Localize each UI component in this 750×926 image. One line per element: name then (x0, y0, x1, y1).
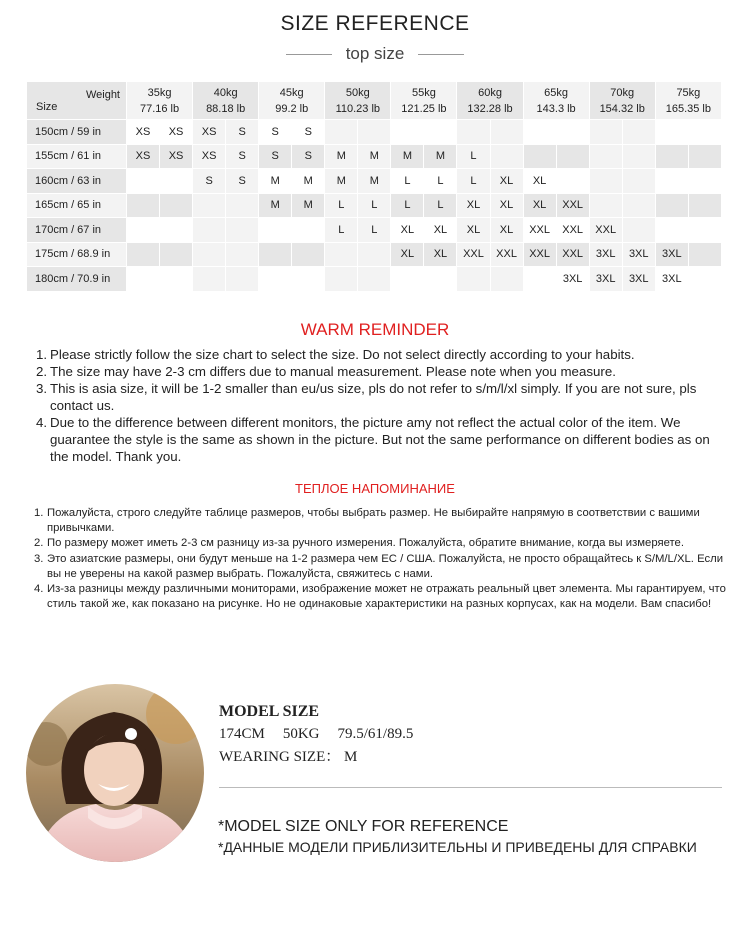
size-cell: M (424, 144, 457, 169)
size-cell: M (358, 169, 391, 194)
size-cell (325, 120, 358, 145)
size-cell: XL (523, 169, 556, 194)
size-cell (490, 267, 523, 292)
weight-kg: 55kg (411, 86, 436, 99)
size-cell: S (292, 144, 325, 169)
size-cell (688, 242, 721, 267)
size-cell: XL (424, 218, 457, 243)
size-cell: L (358, 218, 391, 243)
size-cell (226, 218, 259, 243)
size-cell (292, 267, 325, 292)
item-number: 4. (36, 415, 48, 430)
weight-header (325, 82, 391, 120)
list-item (36, 380, 726, 414)
size-cell (127, 218, 160, 243)
weight-lb: 77.16 lb (139, 102, 180, 115)
size-cell (325, 267, 358, 292)
size-cell: L (325, 218, 358, 243)
size-cell: XL (391, 242, 424, 267)
weight-header (259, 82, 325, 120)
size-cell (358, 267, 391, 292)
weight-kg: 65kg (544, 86, 569, 99)
item-number: 1. (36, 347, 48, 362)
size-cell (127, 267, 160, 292)
size-cell (259, 267, 292, 292)
size-cell (523, 267, 556, 292)
size-cell: XL (424, 242, 457, 267)
weight-kg: 40kg (213, 86, 238, 99)
model-wearing-size: WEARING SIZE： M (219, 749, 358, 765)
weight-lb: 154.32 lb (599, 102, 645, 115)
table-row (27, 120, 722, 145)
size-cell (391, 120, 424, 145)
weight-header (193, 82, 259, 120)
size-cell: S (226, 144, 259, 169)
size-cell: XS (193, 144, 226, 169)
size-cell: M (259, 169, 292, 194)
model-note-ru: *ДАННЫЕ МОДЕЛИ ПРИБЛИЗИТЕЛЬНЫ И ПРИВЕДЕНЫ ДЛЯ СПРАВКИ (218, 839, 697, 855)
weight-header (127, 82, 193, 120)
size-cell: M (292, 169, 325, 194)
item-number: 1. (34, 507, 44, 519)
item-number: 3. (36, 381, 48, 396)
height-label: 175cm / 68.9 in (27, 242, 127, 267)
weight-kg: 35kg (147, 86, 172, 99)
height-label: 160cm / 63 in (27, 169, 127, 194)
warm-reminder-title: WARM REMINDER (300, 320, 450, 339)
size-cell (688, 267, 721, 292)
size-cell: 3XL (589, 242, 622, 267)
size-cell (457, 267, 490, 292)
size-cell: XXL (556, 193, 589, 218)
size-cell: XXL (490, 242, 523, 267)
item-text: Please strictly follow the size chart to select the size. Do not select directly according to your habits. (50, 347, 635, 362)
size-cell (325, 242, 358, 267)
size-cell: XL (523, 193, 556, 218)
model-weight: 50KG (282, 726, 320, 742)
weight-lb: 99.2 lb (275, 102, 309, 115)
item-text: Пожалуйста, строго следуйте таблице размеров, чтобы выбрать размер. Не выбирайте напрямую в соответствии с вашими привычками. (47, 507, 700, 535)
size-cell (259, 242, 292, 267)
weight-header (391, 82, 457, 120)
model-divider (219, 787, 722, 788)
list-item (36, 414, 726, 465)
weight-lb: 165.35 lb (665, 102, 711, 115)
table-row (27, 144, 722, 169)
weight-lb: 121.25 lb (401, 102, 447, 115)
weight-axis-label: Weight (85, 89, 120, 101)
page-title: SIZE REFERENCE (280, 12, 470, 35)
size-cell: L (325, 193, 358, 218)
model-size-heading: MODEL SIZE (219, 703, 320, 720)
size-cell: M (325, 169, 358, 194)
size-cell (160, 193, 193, 218)
size-cell (226, 242, 259, 267)
size-chart-table (26, 81, 722, 292)
size-cell (556, 120, 589, 145)
size-cell (622, 218, 655, 243)
weight-kg: 45kg (279, 86, 304, 99)
size-cell (655, 120, 688, 145)
model-stats (219, 726, 413, 743)
size-cell (292, 218, 325, 243)
size-cell (160, 218, 193, 243)
size-cell: 3XL (589, 267, 622, 292)
list-item (36, 346, 726, 363)
model-photo (26, 684, 204, 862)
size-cell: M (259, 193, 292, 218)
size-cell (556, 169, 589, 194)
size-cell (688, 193, 721, 218)
size-cell (193, 242, 226, 267)
size-cell (127, 169, 160, 194)
size-cell (193, 193, 226, 218)
size-cell (127, 242, 160, 267)
size-cell (259, 218, 292, 243)
height-label: 165cm / 65 in (27, 193, 127, 218)
list-item (34, 536, 728, 551)
size-cell: XL (490, 193, 523, 218)
weight-lb: 110.23 lb (335, 102, 381, 115)
size-cell: M (325, 144, 358, 169)
page-subtitle: top size (345, 44, 405, 63)
item-text: Это азиатские размеры, они будут меньше на 1-2 размера чем ЕС / США. Пожалуйста, не просто обращайтесь к S/M/L/XL. Если вы не уверены на какой размер выбрать. Пожалуйста, свяжитесь с нами. (47, 552, 724, 580)
size-cell: XXL (589, 218, 622, 243)
table-corner-header (27, 82, 127, 120)
size-cell: L (358, 193, 391, 218)
size-cell: XL (391, 218, 424, 243)
size-cell: M (391, 144, 424, 169)
size-cell (655, 193, 688, 218)
size-cell (589, 120, 622, 145)
size-cell: XS (127, 120, 160, 145)
size-cell (160, 169, 193, 194)
item-text: The size may have 2-3 cm differs due to manual measurement. Please note when you measure. (50, 364, 616, 379)
item-number: 2. (34, 537, 44, 550)
size-cell (193, 218, 226, 243)
model-measurements: 79.5/61/89.5 (337, 726, 414, 742)
item-text: Из-за разницы между различными мониторами, изображение может не отражать реальный цвет элемента. Мы гарантируем, что стиль такой же, как показано на рисунке. Но не одинаковые характеристики на разных корпусах, как на модели. Вам спасибо! (47, 583, 726, 611)
size-cell (688, 144, 721, 169)
height-label: 155cm / 61 in (27, 144, 127, 169)
size-cell: L (391, 193, 424, 218)
table-row (27, 193, 722, 218)
item-text: This is asia size, it will be 1-2 smaller than eu/us size, pls do not refer to s/m/l/xl simply. If you are not sure, pls contact us. (50, 381, 697, 413)
size-cell (622, 120, 655, 145)
item-text: По размеру может иметь 2-3 см разницу из-за ручного измерения. Пожалуйста, обратите внимание, когда вы измеряете. (47, 537, 684, 550)
size-cell: L (457, 169, 490, 194)
size-cell (622, 169, 655, 194)
size-cell (589, 144, 622, 169)
size-cell: XS (160, 144, 193, 169)
size-cell: 3XL (622, 242, 655, 267)
size-cell (490, 120, 523, 145)
divider-left (286, 54, 332, 55)
size-cell (688, 169, 721, 194)
item-number: 3. (34, 552, 44, 565)
size-cell: 3XL (655, 267, 688, 292)
size-cell: 3XL (622, 267, 655, 292)
size-cell: XL (457, 193, 490, 218)
size-cell: M (292, 193, 325, 218)
size-cell (589, 169, 622, 194)
size-cell: S (193, 169, 226, 194)
size-cell: L (391, 169, 424, 194)
size-cell: M (358, 144, 391, 169)
item-text: Due to the difference between different monitors, the picture amy not reflect the actual color of the item. We guarantee the style is the same as shown in the picture. But not the same performance on different bodies as on the model. Thank you. (50, 415, 710, 464)
weight-header (589, 82, 655, 120)
list-item (34, 506, 728, 536)
size-cell (556, 144, 589, 169)
size-cell (688, 120, 721, 145)
weight-lb: 132.28 lb (467, 102, 513, 115)
size-cell: XS (160, 120, 193, 145)
size-cell: L (457, 144, 490, 169)
size-cell (688, 218, 721, 243)
size-cell (160, 242, 193, 267)
size-cell (622, 193, 655, 218)
size-cell: S (259, 120, 292, 145)
size-cell: XXL (523, 218, 556, 243)
size-cell: XS (193, 120, 226, 145)
size-cell (490, 144, 523, 169)
size-axis-label: Size (36, 101, 58, 113)
size-cell (655, 144, 688, 169)
size-cell: XXL (556, 218, 589, 243)
size-cell (160, 267, 193, 292)
size-cell: S (292, 120, 325, 145)
size-cell: L (424, 169, 457, 194)
weight-kg: 60kg (478, 86, 502, 99)
table-row (27, 242, 722, 267)
weight-lb: 143.3 lb (536, 102, 576, 115)
size-cell (457, 120, 490, 145)
item-number: 2. (36, 364, 48, 379)
size-cell: XXL (556, 242, 589, 267)
weight-header (457, 82, 523, 120)
size-cell: S (226, 120, 259, 145)
size-cell: XL (457, 218, 490, 243)
size-cell (226, 193, 259, 218)
size-cell (193, 267, 226, 292)
size-cell: 3XL (556, 267, 589, 292)
size-cell (358, 242, 391, 267)
size-cell: XL (490, 169, 523, 194)
reminder-list (36, 346, 726, 465)
size-cell (292, 242, 325, 267)
size-cell: XXL (523, 242, 556, 267)
weight-lb: 88.18 lb (206, 102, 246, 115)
table-row (27, 218, 722, 243)
height-label: 150cm / 59 in (27, 120, 127, 145)
size-cell (127, 193, 160, 218)
weight-header (655, 82, 721, 120)
table-row (27, 267, 722, 292)
size-cell: L (424, 193, 457, 218)
size-cell (589, 193, 622, 218)
item-number: 4. (34, 583, 44, 596)
model-note-en: *MODEL SIZE ONLY FOR REFERENCE (218, 818, 509, 835)
size-cell (655, 218, 688, 243)
weight-kg: 75kg (676, 86, 701, 99)
size-cell (358, 120, 391, 145)
model-height: 174CM (219, 726, 265, 742)
subtitle-row (0, 44, 750, 64)
weight-kg: 70kg (610, 86, 635, 99)
size-cell: S (226, 169, 259, 194)
list-item (36, 363, 726, 380)
height-label: 170cm / 67 in (27, 218, 127, 243)
height-label: 180cm / 70.9 in (27, 267, 127, 292)
size-cell (622, 144, 655, 169)
warm-reminder-ru-title: ТЕПЛОЕ НАПОМИНАНИЕ (295, 481, 455, 496)
size-cell: S (259, 144, 292, 169)
weight-header (523, 82, 589, 120)
list-item (34, 552, 728, 582)
size-cell (523, 144, 556, 169)
size-cell (424, 267, 457, 292)
size-cell (391, 267, 424, 292)
size-cell (424, 120, 457, 145)
size-cell: XL (490, 218, 523, 243)
reminder-ru-list (34, 506, 728, 612)
size-cell: XXL (457, 242, 490, 267)
size-cell (226, 267, 259, 292)
size-cell: XS (127, 144, 160, 169)
table-row (27, 169, 722, 194)
size-cell: 3XL (655, 242, 688, 267)
weight-kg: 50kg (345, 86, 370, 99)
list-item (34, 582, 728, 612)
size-cell (523, 120, 556, 145)
size-cell (655, 169, 688, 194)
divider-right (418, 54, 464, 55)
